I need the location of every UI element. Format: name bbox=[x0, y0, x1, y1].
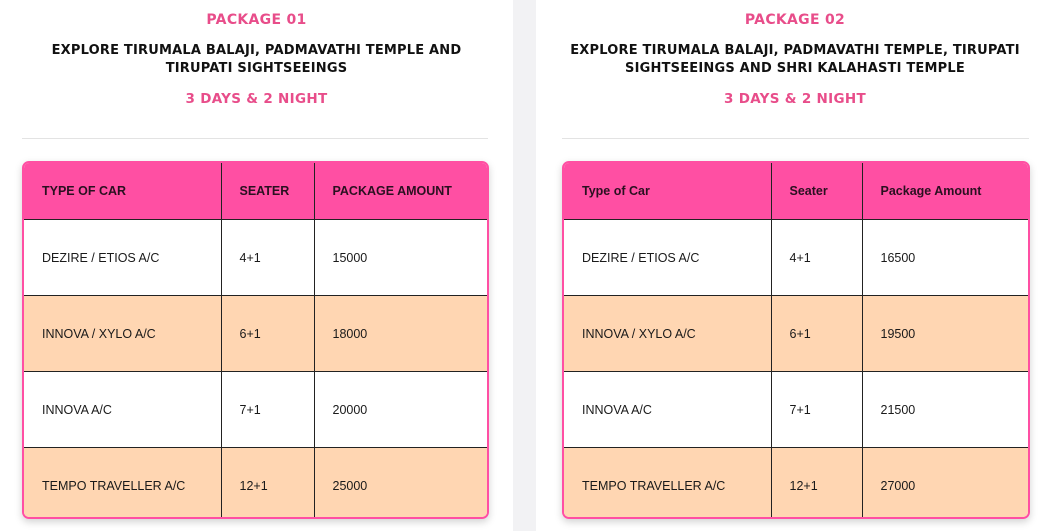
package-title-line-1: EXPLORE TIRUMALA BALAJI, PADMAVATHI TEMPLE, TIRUPATI bbox=[570, 43, 1020, 58]
table-row bbox=[24, 220, 487, 296]
package-duration: 3 DAYS & 2 NIGHT bbox=[724, 91, 866, 107]
package-title bbox=[560, 42, 1030, 78]
table-row bbox=[564, 296, 1028, 372]
cell-seater: 12+1 bbox=[221, 448, 314, 520]
header-package-amount: PACKAGE AMOUNT bbox=[314, 163, 487, 220]
cell-amount: 19500 bbox=[862, 296, 1028, 372]
package-label: PACKAGE 01 bbox=[206, 12, 307, 28]
package-title-line-1: EXPLORE TIRUMALA BALAJI, PADMAVATHI TEMPLE AND bbox=[51, 43, 462, 58]
divider bbox=[562, 138, 1029, 139]
cell-amount: 16500 bbox=[862, 220, 1028, 296]
table-row bbox=[564, 372, 1028, 448]
package-duration: 3 DAYS & 2 NIGHT bbox=[185, 91, 328, 107]
cell-seater: 6+1 bbox=[771, 296, 862, 372]
cell-seater: 6+1 bbox=[221, 296, 314, 372]
cell-amount: 20000 bbox=[314, 372, 487, 448]
cell-car-type: INNOVA A/C bbox=[564, 372, 771, 448]
cell-seater: 4+1 bbox=[771, 220, 862, 296]
header-package-amount: Package Amount bbox=[862, 163, 1028, 220]
cell-amount: 27000 bbox=[862, 448, 1028, 520]
header-type-of-car: TYPE OF CAR bbox=[24, 163, 221, 220]
cell-car-type: DEZIRE / ETIOS A/C bbox=[564, 220, 771, 296]
divider bbox=[22, 138, 488, 139]
pricing-table-wrapper bbox=[22, 161, 489, 519]
cell-car-type: INNOVA / XYLO A/C bbox=[24, 296, 221, 372]
cell-car-type: INNOVA A/C bbox=[24, 372, 221, 448]
header-seater: SEATER bbox=[221, 163, 314, 220]
cell-seater: 7+1 bbox=[221, 372, 314, 448]
table-row bbox=[24, 372, 487, 448]
cell-amount: 25000 bbox=[314, 448, 487, 520]
package-title-line-2: TIRUPATI SIGHTSEEINGS bbox=[165, 61, 348, 76]
cell-seater: 7+1 bbox=[771, 372, 862, 448]
table-row bbox=[24, 448, 487, 520]
header-seater: Seater bbox=[771, 163, 862, 220]
cell-amount: 15000 bbox=[314, 220, 487, 296]
table-row bbox=[564, 448, 1028, 520]
cell-car-type: TEMPO TRAVELLER A/C bbox=[24, 448, 221, 520]
package-card-2 bbox=[536, 0, 1054, 531]
cell-car-type: DEZIRE / ETIOS A/C bbox=[24, 220, 221, 296]
cell-seater: 12+1 bbox=[771, 448, 862, 520]
package-title bbox=[24, 42, 489, 78]
pricing-table bbox=[24, 163, 487, 519]
pricing-table bbox=[564, 163, 1028, 519]
cell-car-type: INNOVA / XYLO A/C bbox=[564, 296, 771, 372]
table-header-row bbox=[24, 163, 487, 220]
table-row bbox=[564, 220, 1028, 296]
package-title-line-2: SIGHTSEEINGS AND SHRI KALAHASTI TEMPLE bbox=[625, 61, 965, 76]
header-type-of-car: Type of Car bbox=[564, 163, 771, 220]
cell-amount: 18000 bbox=[314, 296, 487, 372]
table-header-row bbox=[564, 163, 1028, 220]
cell-car-type: TEMPO TRAVELLER A/C bbox=[564, 448, 771, 520]
table-row bbox=[24, 296, 487, 372]
pricing-table-wrapper bbox=[562, 161, 1030, 519]
package-card-1 bbox=[0, 0, 513, 531]
cell-seater: 4+1 bbox=[221, 220, 314, 296]
package-label: PACKAGE 02 bbox=[744, 12, 846, 28]
cell-amount: 21500 bbox=[862, 372, 1028, 448]
